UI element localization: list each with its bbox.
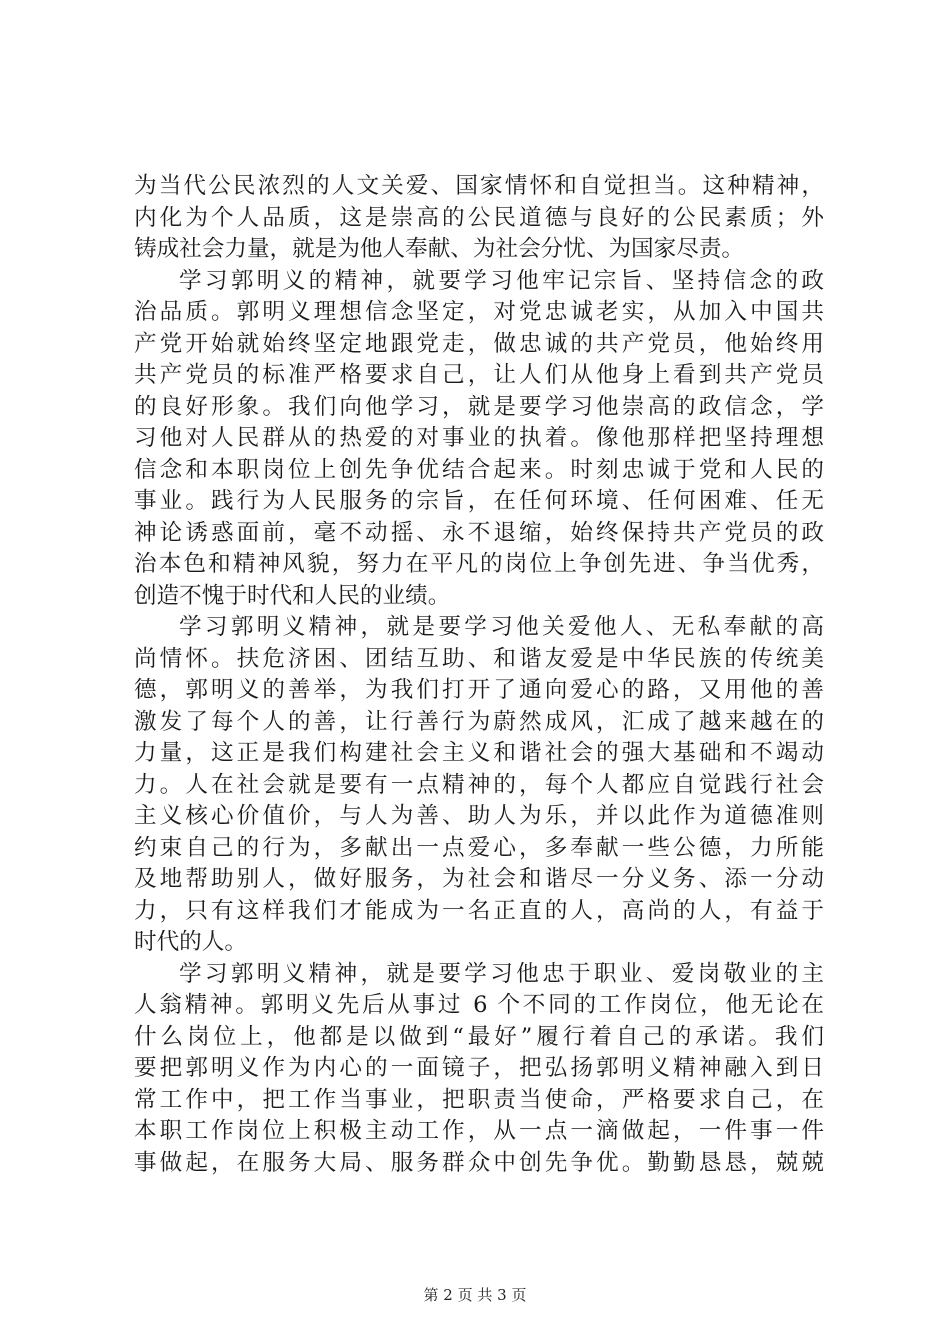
- text-line: 人翁精神。郭明义先后从事过 6 个不同的工作岗位，他无论在: [134, 992, 824, 1018]
- text-line: 及地帮助别人，做好服务，为社会和谐尽一分义务、添一分动: [134, 866, 824, 892]
- text-line: 学习郭明义精神，就是要学习他关爱他人、无私奉献的高: [179, 614, 824, 640]
- body-text: [134, 171, 824, 1179]
- text-line: 德，郭明义的善举，为我们打开了通向爱心的路，又用他的善: [134, 677, 824, 703]
- text-line: 学习郭明义的精神，就要学习他牢记宗旨、坚持信念的政: [179, 267, 824, 294]
- text-line: 的良好形象。我们向他学习，就是要学习他崇高的政信念，学: [134, 393, 824, 420]
- text-line: 治本色和精神风貌，努力在平凡的岗位上争创先进、争当优秀，: [134, 551, 824, 577]
- text-line: 治品质。郭明义理想信念坚定，对党忠诚老实，从加入中国共: [134, 299, 824, 325]
- text-line: 为当代公民浓烈的人文关爱、国家情怀和自觉担当。这种精神，: [134, 173, 824, 199]
- text-line: 力，只有这样我们才能成为一名正直的人，高尚的人，有益于: [134, 897, 824, 924]
- text-line: 尚情怀。扶危济困、团结互助、和谐友爱是中华民族的传统美: [134, 645, 824, 672]
- text-line: 信念和本职岗位上创先争优结合起来。时刻忠诚于党和人民的: [134, 456, 824, 483]
- text-line: 激发了每个人的善，让行善行为蔚然成风，汇成了越来越在的: [134, 708, 824, 735]
- text-line: 什么岗位上，他都是以做到“最好”履行着自己的承诺。我们: [134, 1023, 824, 1050]
- text-line: 常工作中，把工作当事业，把职责当使命，严格要求自己，在: [134, 1086, 824, 1113]
- text-line: 神论诱惑面前，毫不动摇、永不退缩，始终保持共产党员的政: [134, 519, 824, 546]
- text-line: 产党开始就始终坚定地跟党走，做忠诚的共产党员，他始终用: [134, 330, 824, 357]
- text-line: 学习郭明义精神，就是要学习他忠于职业、爱岗敬业的主: [179, 960, 824, 987]
- text-line: 主义核心价值价，与人为善、助人为乐，并以此作为道德准则: [134, 803, 824, 829]
- text-line: 时代的人。: [134, 929, 247, 955]
- text-line: 要把郭明义作为内心的一面镜子，把弘扬郭明义精神融入到日: [134, 1055, 824, 1081]
- text-line: 铸成社会力量，就是为他人奉献、为社会分忧、为国家尽责。: [134, 236, 745, 262]
- text-line: 本职工作岗位上积极主动工作，从一点一滴做起，一件事一件: [134, 1118, 824, 1144]
- text-line: 创造不愧于时代和人民的业绩。: [134, 582, 451, 609]
- text-line: 内化为个人品质，这是崇高的公民道德与良好的公民素质；外: [134, 204, 824, 231]
- text-line: 事做起，在服务大局、服务群众中创先争优。勤勤恳恳，兢兢: [134, 1149, 824, 1176]
- text-line: 约束自己的行为，多献出一点爱心，多奉献一些公德，力所能: [134, 834, 824, 861]
- text-line: 力量，这正是我们构建社会主义和谐社会的强大基础和不竭动: [134, 740, 824, 766]
- text-line: 习他对人民群从的热爱的对事业的执着。像他那样把坚持理想: [134, 425, 824, 451]
- page-footer: 第 2 页 共 3 页: [423, 1286, 527, 1304]
- text-line: 事业。践行为人民服务的宗旨，在任何环境、任何困难、任无: [134, 488, 824, 514]
- text-line: 力。人在社会就是要有一点精神的，每个人都应自觉践行社会: [134, 771, 824, 798]
- text-line: 共产党员的标准严格要求自己，让人们从他身上看到共产党员: [134, 362, 824, 388]
